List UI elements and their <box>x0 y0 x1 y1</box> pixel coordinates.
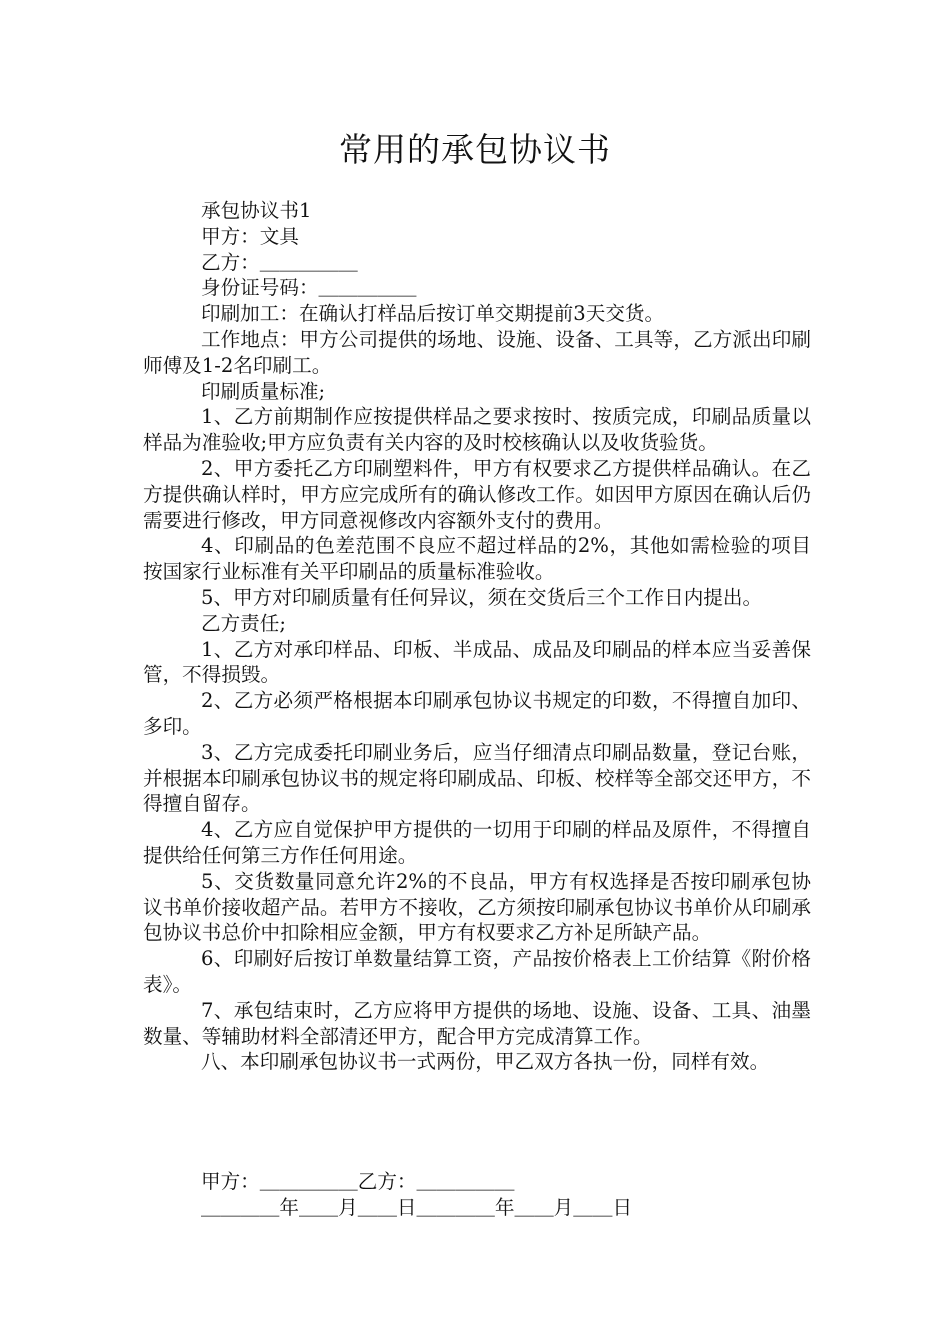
document-body <box>143 198 811 1075</box>
paragraph: 八、本印刷承包协议书一式两份，甲乙双方各执一份，同样有效。 <box>201 1050 770 1074</box>
paragraph: 工作地点：甲方公司提供的场地、设施、设备、工具等，乙方派出印刷师傅及1-2名印刷工。 <box>143 327 811 377</box>
paragraph: 乙方责任; <box>201 611 286 635</box>
paragraph: 4、乙方应自觉保护甲方提供的一切用于印刷的样品及原件，不得擅自提供给任何第三方作任何用途。 <box>143 818 811 867</box>
paragraph: 承包协议书1 <box>201 199 312 222</box>
paragraph: 6、印刷好后按订单数量结算工资，产品按价格表上工价结算《附价格表》。 <box>143 947 811 996</box>
paragraph: 2、甲方委托乙方印刷塑料件，甲方有权要求乙方提供样品确认。在乙方提供确认样时，甲方应完成所有的确认修改工作。如因甲方原因在确认后仍需要进行修改，甲方同意视修改内容额外支付的费用。 <box>143 456 811 532</box>
paragraph: 1、乙方前期制作应按提供样品之要求按时、按质完成，印刷品质量以样品为准验收;甲方应负责有关内容的及时校核确认以及收货验货。 <box>143 405 811 455</box>
paragraph: 5、交货数量同意允许2%的不良品，甲方有权选择是否按印刷承包协议书单价接收超产品。若甲方不接收，乙方须按印刷承包协议书单价从印刷承包协议书总价中扣除相应金额，甲方有权要求乙方补足所缺产品。 <box>143 869 811 945</box>
paragraph: 乙方：＿＿＿＿＿ <box>201 250 358 274</box>
signature-line: 甲方：＿＿＿＿＿乙方：＿＿＿＿＿ <box>201 1170 515 1193</box>
paragraph: 3、乙方完成委托印刷业务后，应当仔细清点印刷品数量，登记台账，并根据本印刷承包协议书的规定将印刷成品、印板、校样等全部交还甲方，不得擅自留存。 <box>143 740 811 816</box>
paragraph: 2、乙方必须严格根据本印刷承包协议书规定的印数，不得擅自加印、多印。 <box>143 689 811 738</box>
paragraph: 5、甲方对印刷质量有任何异议，须在交货后三个工作日内提出。 <box>201 585 763 609</box>
date-line: ＿＿＿＿年＿＿月＿＿日＿＿＿＿年＿＿月＿＿日 <box>201 1196 633 1219</box>
document-title: 常用的承包协议书 <box>339 130 611 169</box>
paragraph: 1、乙方对承印样品、印板、半成品、成品及印刷品的样本应当妥善保管，不得损毁。 <box>143 637 811 687</box>
paragraph: 印刷加工：在确认打样品后按订单交期提前3天交货。 <box>201 302 665 326</box>
paragraph: 身份证号码：＿＿＿＿＿ <box>201 276 417 300</box>
paragraph: 7、承包结束时，乙方应将甲方提供的场地、设施、设备、工具、油墨数量、等辅助材料全部清还甲方，配合甲方完成清算工作。 <box>143 998 811 1048</box>
paragraph: 4、印刷品的色差范围不良应不超过样品的2%，其他如需检验的项目按国家行业标准有关平印刷品的质量标准验收。 <box>143 534 811 584</box>
paragraph: 甲方：文具 <box>201 224 299 248</box>
paragraph: 印刷质量标准; <box>201 379 326 403</box>
